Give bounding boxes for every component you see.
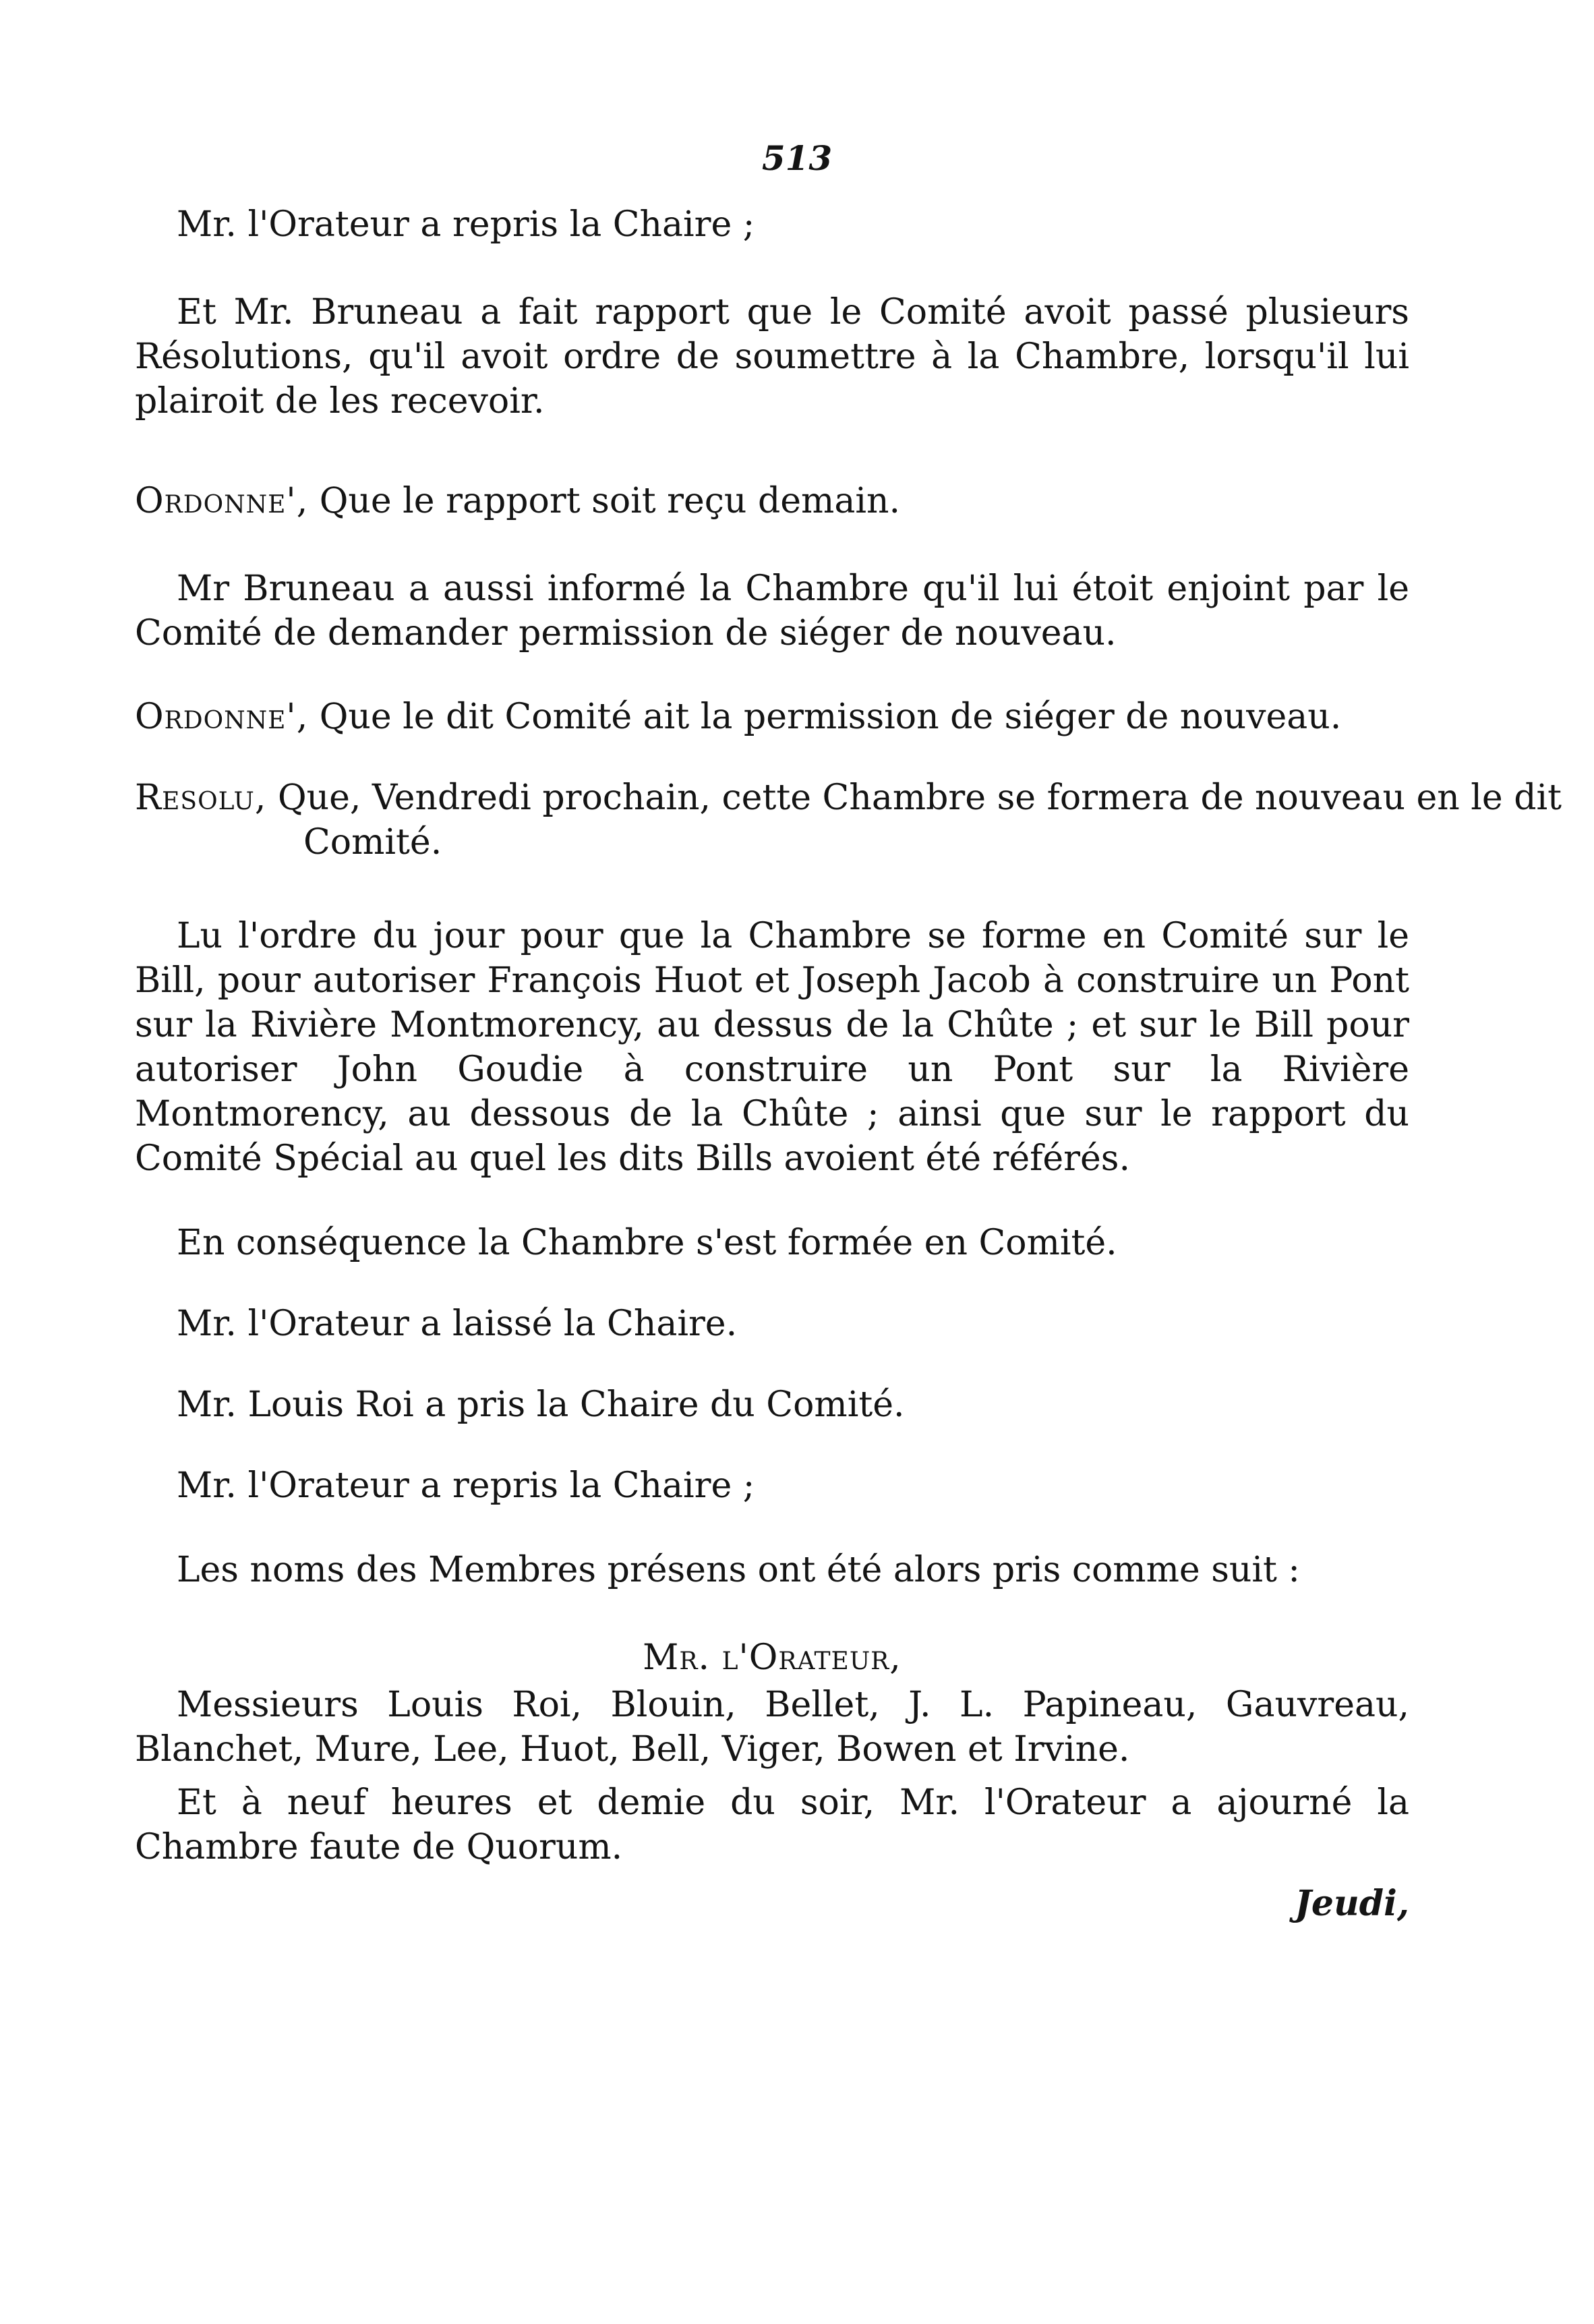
paragraph-committee-formed: En conséquence la Chambre s'est formée en Comité.	[177, 1223, 1117, 1263]
resolution-label: Resolu,	[135, 778, 267, 818]
order-label: Ordonne',	[135, 481, 309, 521]
paragraph-permission-request: Mr Bruneau a aussi informé la Chambre qu'il lui étoit enjoint par le Comité de demander permission de siéger de nouveau.	[135, 569, 1409, 653]
paragraph-order-report	[135, 479, 1409, 523]
paragraph-members-present: Les noms des Membres présens ont été alors pris comme suit :	[177, 1550, 1300, 1590]
paragraph-chair-taken: Mr. Louis Roi a pris la Chaire du Comité.	[177, 1385, 905, 1425]
order-text: Que le rapport soit reçu demain.	[319, 481, 900, 521]
order-text: Que le dit Comité ait la permission de siéger de nouveau.	[319, 697, 1342, 737]
paragraph-members-list: Messieurs Louis Roi, Blouin, Bellet, J. L. Papineau, Gauvreau, Blanchet, Mure, Lee, Huot, Bell, Viger, Bowen et Irvine.	[135, 1685, 1409, 1770]
paragraph-speaker-resumed: Mr. l'Orateur a repris la Chaire ;	[177, 204, 755, 245]
paragraph-adjournment: Et à neuf heures et demie du soir, Mr. l'Orateur a ajourné la Chambre faute de Quorum.	[135, 1782, 1409, 1867]
speaker-heading: Mr. l'Orateur,	[643, 1637, 902, 1678]
paragraph-order-permission	[135, 695, 1409, 739]
paragraph-resolution	[135, 776, 1578, 865]
paragraph-order-of-day: Lu l'ordre du jour pour que la Chambre se forme en Comité sur le Bill, pour autoriser François Huot et Joseph Jacob à construire un Pont sur la Rivière Montmorency, au dessus de la Chûte ; et sur le Bill pour autoriser John Goudie à construire un Pont sur la Rivière Montmorency, au dessous de la Chûte ; ainsi que sur le rapport du Comité Spécial au quel les dits Bills avoient été référés.	[135, 916, 1409, 1179]
paragraph-committee-report: Et Mr. Bruneau a fait rapport que le Comité avoit passé plusieurs Résolutions, qu'il avoit ordre de soumettre à la Chambre, lorsqu'il lui plairoit de les recevoir.	[135, 292, 1409, 422]
catchword: Jeudi,	[1295, 1883, 1409, 1924]
paragraph-speaker-left: Mr. l'Orateur a laissé la Chaire.	[177, 1304, 738, 1344]
page-number: 513	[761, 138, 833, 178]
paragraph-speaker-resumed-2: Mr. l'Orateur a repris la Chaire ;	[177, 1465, 755, 1506]
order-label: Ordonne',	[135, 697, 309, 737]
resolution-text: Que, Vendredi prochain, cette Chambre se formera de nouveau en le dit Comité.	[277, 778, 1562, 863]
